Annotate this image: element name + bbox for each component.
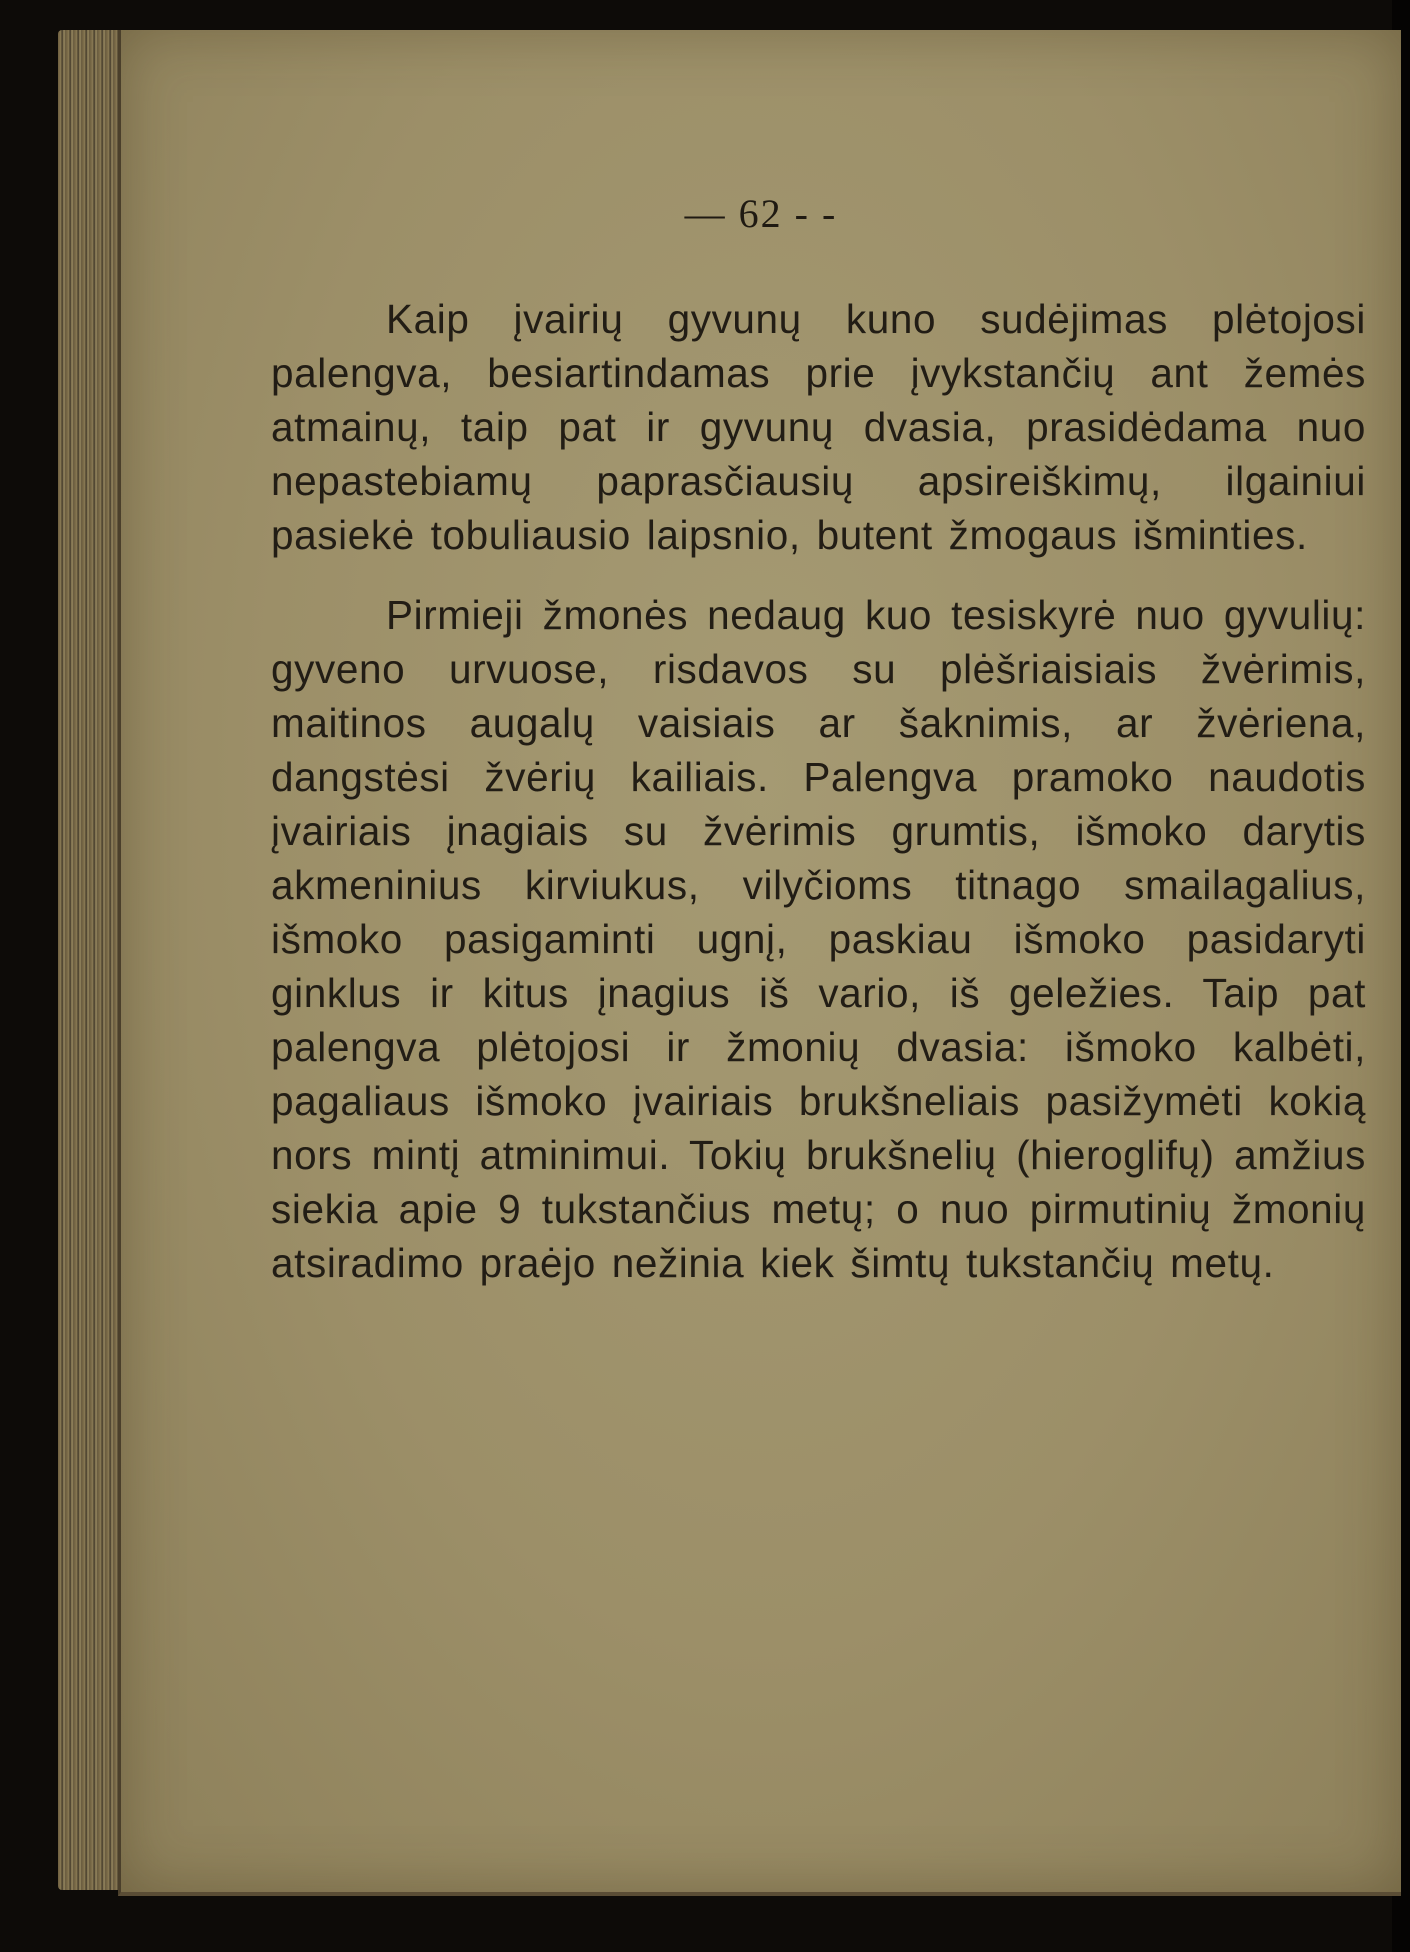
page-sheet [118,30,1401,1896]
paragraph-1: Kaip įvairių gyvunų kuno sudėjimas plėtojosi palengva, besiartindamas prie įvykstančių ant žemės atmainų, taip pat ir gyvunų dvasia, prasidėdama nuo nepastebiamų paprasčiausių apsireiškimų, ilgainiui pasiekė tobuliausio laipsnio, butent žmogaus išminties. [271,296,1366,558]
paragraph-2: Pirmieji žmonės nedaug kuo tesiskyrė nuo gyvulių: gyveno urvuose, risdavos su plėšriaisiais žvėrimis, maitinos augalų vaisiais ar šaknimis, ar žvėriena, dangstėsi žvėrių kailiais. Palengva pramoko naudotis įvairiais įnagiais su žvėrimis grumtis, išmoko darytis akmeninius kirviukus, vilyčioms titnago smailagalius, išmoko pasigaminti ugnį, paskiau išmoko pasidaryti ginklus ir kitus įnagius iš vario, iš geležies. Taip pat palengva plėtojosi ir žmonių dvasia: išmoko kalbėti, pagaliaus išmoko įvairiais brukšneliais pasižymėti kokią nors mintį atminimui. Tokių brukšnelių (hieroglifų) amžius siekia apie 9 tukstančius metų; o nuo pirmutinių žmonių atsiradimo praėjo nežinia kiek šimtų tukstančių metų. [271,592,1366,1286]
page-number: — 62 - - [684,191,838,236]
page-body [271,292,1366,1290]
